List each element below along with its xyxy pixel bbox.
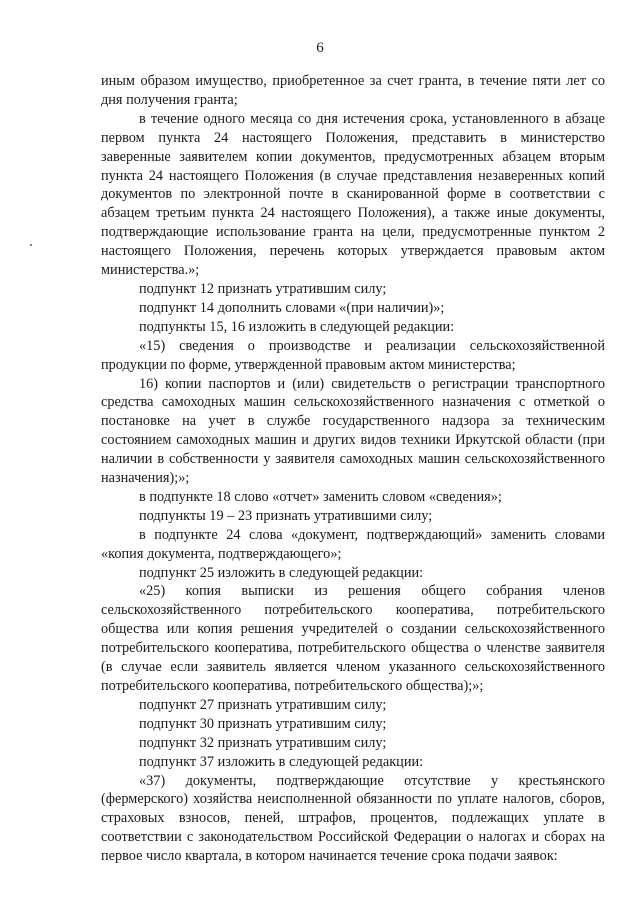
- paragraph: «37) документы, подтверждающие отсутствие у крестьянского (фермерского) хозяйства неисполненной обязанности по уплате налогов, сборов, страховых взносов, пеней, штрафов, процентов, подлежащих уплате в соответствии с законодательством Российской Федерации о налогах и сборах на первое число квартала, в котором начинается течение срока подачи заявок:: [101, 772, 605, 865]
- scan-speck: [30, 244, 32, 246]
- paragraph: в течение одного месяца со дня истечения срока, установленного в абзаце первом пункта 24 настоящего Положения, представить в министерство заверенные заявителем копии документов, предусмотренных абзацем вторым пункта 24 настоящего Положения (в случае представления незаверенных копий документов по электронной почте в сканированной форме в соответствии с абзацем третьим пункта 24 настоящего Положения), а также иные документы, подтверждающие использование гранта на цели, предусмотренные пунктом 2 настоящего Положения, перечень которых утверждается правовым актом министерства.»;: [101, 110, 605, 279]
- paragraph: иным образом имущество, приобретенное за счет гранта, в течение пяти лет со дня получения гранта;: [101, 73, 605, 108]
- paragraph: подпункт 14 дополнить словами «(при наличии)»;: [139, 299, 445, 316]
- document-body: [101, 72, 605, 866]
- paragraph: подпункты 19 – 23 признать утратившими силу;: [139, 507, 433, 524]
- paragraph: «15) сведения о производстве и реализации сельскохозяйственной продукции по форме, утвержденной правовым актом министерства;: [101, 337, 605, 373]
- paragraph: 16) копии паспортов и (или) свидетельств о регистрации транспортного средства самоходных машин сельскохозяйственного назначения с отметкой о постановке на учет в службе государственного надзора за техническим состоянием самоходных машин и других видов техники Иркутской области (при наличии в собственности у заявителя самоходных машин сельскохозяйственного назначения);»;: [101, 375, 605, 487]
- page-number: 6: [316, 40, 324, 56]
- paragraph: подпункт 30 признать утратившим силу;: [139, 715, 387, 732]
- paragraph: «25) копия выписки из решения общего собрания членов сельскохозяйственного потребительского кооператива, потребительского общества или копия решения учредителей о создании сельскохозяйственного потребительского кооператива, потребительского общества о членстве заявителя (в случае если заявитель является членом указанного сельскохозяйственного потребительского кооператива, потребительского общества);»;: [101, 583, 605, 694]
- paragraph: подпункт 37 изложить в следующей редакции:: [139, 753, 424, 770]
- paragraph: подпункт 25 изложить в следующей редакции:: [139, 564, 424, 581]
- paragraph: подпункт 12 признать утратившим силу;: [139, 280, 387, 297]
- paragraph: в подпункте 18 слово «отчет» заменить словом «сведения»;: [139, 488, 502, 505]
- paragraph: подпункты 15, 16 изложить в следующей редакции:: [139, 318, 455, 335]
- paragraph: в подпункте 24 слова «документ, подтверждающий» заменить словами «копия документа, подтверждающего»;: [101, 526, 605, 562]
- paragraph: подпункт 27 признать утратившим силу;: [139, 696, 387, 713]
- paragraph: подпункт 32 признать утратившим силу;: [139, 734, 387, 751]
